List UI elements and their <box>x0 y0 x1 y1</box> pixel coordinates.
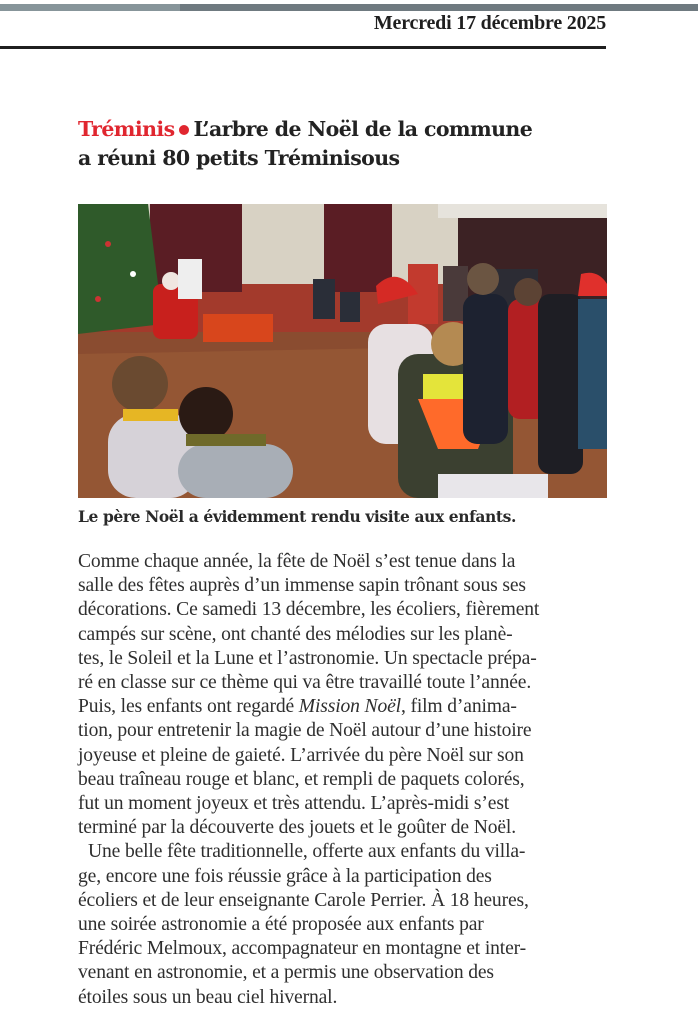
body-text: Puis, les enfants ont regardé <box>78 696 299 718</box>
top-progress-bar <box>0 4 698 11</box>
body-line: ré en classe sur ce thème qui va être travaillé toute l’année. <box>78 672 532 694</box>
header-rule <box>0 46 606 49</box>
photo-sleigh <box>203 314 273 342</box>
headline-kicker: Tréminis <box>78 117 175 141</box>
body-line: joyeuse et pleine de gaieté. L’arrivée du père Noël sur son <box>78 744 524 766</box>
body-line: beau traîneau rouge et blanc, et rempli de paquets colorés, <box>78 768 525 790</box>
body-line: terminé par la découverte des jouets et le goûter de Noël. <box>78 817 516 839</box>
top-bar-segment-dark <box>180 4 698 11</box>
body-line-with-film-title <box>78 695 613 719</box>
article-photo[interactable] <box>78 204 607 498</box>
body-line: salle des fêtes auprès d’un immense sapin trônant sous ses <box>78 575 526 597</box>
top-bar-segment-light <box>0 4 180 11</box>
headline-line-1: L’arbre de Noël de la commune <box>193 117 533 141</box>
body-line: tes, le Soleil et la Lune et l’astronomie. Un spectacle prépa- <box>78 647 537 669</box>
body-line: ge, encore une fois réussie grâce à la participation des <box>78 865 492 887</box>
photo-caption: Le père Noël a évidemment rendu visite aux enfants. <box>78 507 516 526</box>
body-line: Frédéric Melmoux, accompagnateur en montagne et inter- <box>78 938 526 960</box>
body-line: une soirée astronomie a été proposée aux enfants par <box>78 914 484 936</box>
article-headline <box>78 115 608 173</box>
film-title: Mission Noël <box>298 696 401 718</box>
bullet-dot-icon <box>179 125 189 135</box>
body-line: tion, pour entretenir la magie de Noël autour d’une histoire <box>78 720 532 742</box>
headline-line-2: a réuni 80 petits Tréminisous <box>78 146 400 170</box>
body-line: Comme chaque année, la fête de Noël s’est tenue dans la <box>78 551 516 572</box>
photo-curtain-right <box>324 204 392 292</box>
body-line: écoliers et de leur enseignante Carole Perrier. À 18 heures, <box>78 889 529 911</box>
body-line: étoiles sous un beau ciel hivernal. <box>78 986 338 1008</box>
body-line: campés sur scène, ont chanté des mélodies sur les planè- <box>78 623 513 645</box>
body-line: Une belle fête traditionnelle, offerte aux enfants du villa- <box>88 841 526 863</box>
article-body <box>78 550 613 1010</box>
body-line: venant en astronomie, et a permis une observation des <box>78 962 494 984</box>
issue-date: Mercredi 17 décembre 2025 <box>373 12 606 34</box>
body-line: décorations. Ce samedi 13 décembre, les écoliers, fièrement <box>78 599 540 621</box>
photo-christmas-tree <box>78 204 163 334</box>
body-text: , film d’anima- <box>400 696 517 718</box>
photo-santa-with-children-icon <box>78 204 607 498</box>
body-line: fut un moment joyeux et très attendu. L’après-midi s’est <box>78 793 510 815</box>
